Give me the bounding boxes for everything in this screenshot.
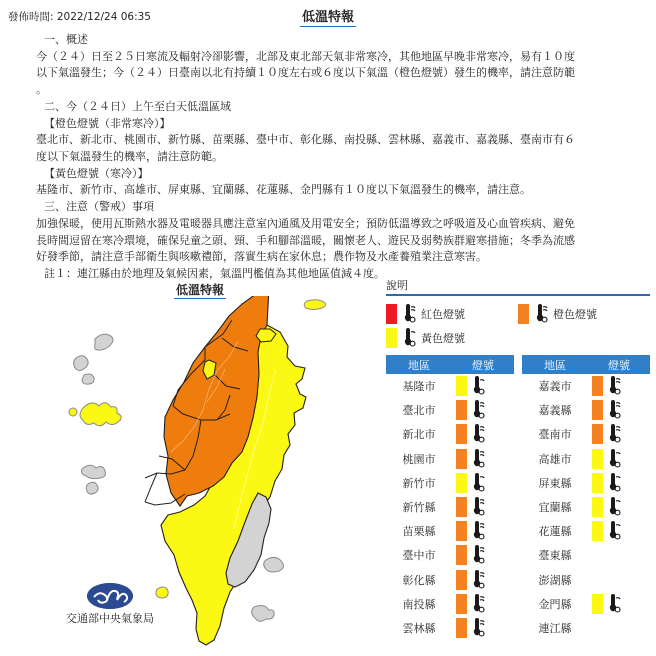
light-cell xyxy=(452,570,514,590)
report-body xyxy=(36,32,646,283)
light-swatch xyxy=(456,449,467,469)
table-row xyxy=(522,374,650,398)
legend-row xyxy=(386,326,650,350)
page-title xyxy=(0,6,656,25)
legend-label-yellow: 黃色燈號 xyxy=(421,332,465,345)
table-row xyxy=(522,422,650,446)
thermometer-icon xyxy=(604,521,622,541)
light-cell xyxy=(588,424,650,444)
table-row xyxy=(386,592,514,616)
table-row xyxy=(522,447,650,471)
table-row xyxy=(386,568,514,592)
thermometer-icon xyxy=(604,497,622,517)
light-swatch xyxy=(592,424,603,444)
table-row xyxy=(386,519,514,543)
light-cell xyxy=(452,400,514,420)
light-swatch xyxy=(456,400,467,420)
light-swatch xyxy=(456,545,467,565)
light-cell xyxy=(452,521,514,541)
region-name: 高雄市 xyxy=(538,452,572,466)
cwb-emblem-icon xyxy=(87,583,133,609)
legend-item-yellow xyxy=(386,328,518,348)
region-name: 花蓮縣 xyxy=(538,525,572,539)
yellow-alert-label: 【黃色燈號（寒冷）】 xyxy=(44,166,149,180)
legend-title: 說明 xyxy=(386,279,408,292)
cwb-logo xyxy=(66,583,198,626)
region-light-tables xyxy=(386,355,650,640)
orange-alert-line-2: 度以下氣溫發生的機率，請注意防範。 xyxy=(36,150,223,164)
region-name: 臺北市 xyxy=(402,404,436,418)
thermometer-icon xyxy=(468,449,486,469)
thermometer-icon xyxy=(468,570,486,590)
light-swatch xyxy=(592,376,603,396)
table-row xyxy=(386,616,514,640)
table-row xyxy=(386,543,514,567)
table-row xyxy=(522,568,650,592)
region-name: 新竹市 xyxy=(402,476,436,490)
light-cell xyxy=(452,449,514,469)
light-swatch xyxy=(592,521,603,541)
thermometer-icon xyxy=(468,424,486,444)
thermometer-icon xyxy=(604,376,622,396)
legend-label-orange: 橙色燈號 xyxy=(553,308,597,321)
thermometer-icon xyxy=(468,473,486,493)
table-row xyxy=(522,398,650,422)
region-name: 苗栗縣 xyxy=(402,525,436,539)
yellow-alert-line-1: 基隆市、新竹市、高雄市、屏東縣、宜蘭縣、花蓮縣、金門縣有１０度以下氣溫發生的機率，請注意。 xyxy=(36,183,531,197)
thermometer-icon xyxy=(604,424,622,444)
light-cell xyxy=(588,400,650,420)
region-name: 新竹縣 xyxy=(402,501,436,515)
region-table-left xyxy=(386,355,514,640)
table-row xyxy=(386,422,514,446)
section-3-line-3: 好發季節，請注意手部衛生與咳嗽禮節，落實生病在家休息；農作物及水產養殖業注意寒害。 xyxy=(36,250,487,264)
region-name: 基隆市 xyxy=(402,380,436,394)
thermometer-icon xyxy=(604,594,622,614)
region-name: 屏東縣 xyxy=(538,476,572,490)
light-swatch xyxy=(456,594,467,614)
publish-time: 發佈時間: 2022/12/24 06:35 xyxy=(8,11,151,23)
thermometer-icon xyxy=(604,473,622,493)
light-swatch xyxy=(592,400,603,420)
thermometer-icon xyxy=(468,618,486,638)
thermometer-icon xyxy=(604,400,622,420)
section-3-line-2: 長時間逗留在寒冷環境，確保兒童之頭、頸、手和腳部溫暖，關懷老人、遊民及弱勢族群避寒措施；冬季為流感 xyxy=(36,233,575,247)
light-cell xyxy=(452,424,514,444)
region-name: 連江縣 xyxy=(538,621,572,635)
section-1-line-1: 今（２４）日至２５日寒流及輻射冷卻影響，北部及東北部天氣非常寒冷，其他地區早晚非常寒冷，易有１０度 xyxy=(36,49,575,63)
light-cell xyxy=(452,618,514,638)
legend-item-red xyxy=(386,304,518,324)
legend-row xyxy=(386,302,650,326)
column-header-light: 燈號 xyxy=(608,358,630,372)
light-swatch xyxy=(456,424,467,444)
light-swatch xyxy=(456,473,467,493)
region-name: 澎湖縣 xyxy=(538,573,572,587)
section-3-line-1: 加強保暖，使用瓦斯熱水器及電暖器具應注意室內通風及用電安全；預防低溫導致之呼吸道及心血管疾病、避免 xyxy=(36,216,575,230)
legend-swatch-orange xyxy=(518,304,529,324)
section-2-heading: 二、今（２４日）上午至白天低溫區域 xyxy=(44,99,231,113)
table-body-right xyxy=(522,374,650,640)
light-swatch xyxy=(592,449,603,469)
thermometer-icon xyxy=(604,449,622,469)
cwb-logo-caption: 交通部中央氣象局 xyxy=(66,612,154,625)
thermometer-icon xyxy=(399,328,417,348)
section-1-heading: 一、概述 xyxy=(44,33,88,46)
table-row xyxy=(386,495,514,519)
light-swatch xyxy=(456,521,467,541)
region-name: 新北市 xyxy=(402,428,436,442)
orange-alert-line-1: 臺北市、新北市、桃園市、新竹縣、苗栗縣、臺中市、彰化縣、南投縣、雲林縣、嘉義市、嘉義縣、臺南市有６ xyxy=(36,133,575,147)
light-swatch xyxy=(456,618,467,638)
region-name: 桃園市 xyxy=(402,452,436,466)
region-name: 金門縣 xyxy=(538,597,572,611)
light-swatch xyxy=(456,376,467,396)
thermometer-icon xyxy=(399,304,417,324)
light-swatch xyxy=(456,497,467,517)
section-3-heading: 三、注意（警戒）事項 xyxy=(44,200,154,214)
light-cell xyxy=(588,497,650,517)
light-swatch xyxy=(592,473,603,493)
legend-label-red: 紅色燈號 xyxy=(421,308,465,321)
region-name: 雲林縣 xyxy=(402,621,436,635)
table-row xyxy=(386,471,514,495)
region-name: 宜蘭縣 xyxy=(538,501,572,515)
table-row xyxy=(522,543,650,567)
legend-swatch-red xyxy=(386,304,397,324)
section-1-line-2: 以下氣溫發生；今（２４）日臺南以北有持續１０度左右或６度以下氣溫（橙色燈號）發生的機率，請注意防範 xyxy=(36,66,575,80)
table-row xyxy=(386,374,514,398)
legend-item-orange xyxy=(518,304,650,324)
light-cell xyxy=(452,497,514,517)
region-name: 臺南市 xyxy=(538,428,572,442)
region-name: 臺東縣 xyxy=(538,549,572,563)
map-title-text: 低溫特報 xyxy=(175,283,224,297)
thermometer-icon xyxy=(468,545,486,565)
light-cell xyxy=(452,545,514,565)
table-body-left xyxy=(386,374,514,640)
table-row xyxy=(522,495,650,519)
table-row xyxy=(522,616,650,640)
light-cell xyxy=(588,521,650,541)
region-name: 嘉義縣 xyxy=(538,404,572,418)
table-header-row xyxy=(386,355,514,374)
thermometer-icon xyxy=(468,521,486,541)
table-header-row xyxy=(522,355,650,374)
legend-panel xyxy=(386,277,650,350)
region-name: 臺中市 xyxy=(402,549,436,563)
table-row xyxy=(522,471,650,495)
legend-swatch-yellow xyxy=(386,328,397,348)
light-cell xyxy=(452,376,514,396)
region-name: 南投縣 xyxy=(402,597,436,611)
region-name: 彰化縣 xyxy=(402,573,436,587)
table-row xyxy=(522,519,650,543)
thermometer-icon xyxy=(531,304,549,324)
light-cell xyxy=(588,594,650,614)
region-table-right xyxy=(522,355,650,640)
thermometer-icon xyxy=(468,594,486,614)
column-header-light: 燈號 xyxy=(472,358,494,372)
light-cell xyxy=(588,449,650,469)
table-row xyxy=(386,447,514,471)
light-swatch xyxy=(592,594,603,614)
section-1-line-3: 。 xyxy=(36,83,47,97)
region-name: 嘉義市 xyxy=(538,380,572,394)
table-row xyxy=(522,592,650,616)
thermometer-icon xyxy=(468,400,486,420)
light-cell xyxy=(588,376,650,396)
light-swatch xyxy=(592,497,603,517)
light-swatch xyxy=(456,570,467,590)
light-cell xyxy=(452,473,514,493)
light-cell xyxy=(588,473,650,493)
thermometer-icon xyxy=(468,497,486,517)
light-cell xyxy=(452,594,514,614)
page-title-text: 低溫特報 xyxy=(301,10,354,25)
column-header-region: 地區 xyxy=(408,358,430,372)
footnote-1: 註１：連江縣由於地理及氣候因素，氣溫門檻值為其他地區值減４度。 xyxy=(44,267,385,281)
column-header-region: 地區 xyxy=(544,358,566,372)
table-row xyxy=(386,398,514,422)
thermometer-icon xyxy=(468,376,486,396)
orange-alert-label: 【橙色燈號（非常寒冷）】 xyxy=(44,116,171,130)
